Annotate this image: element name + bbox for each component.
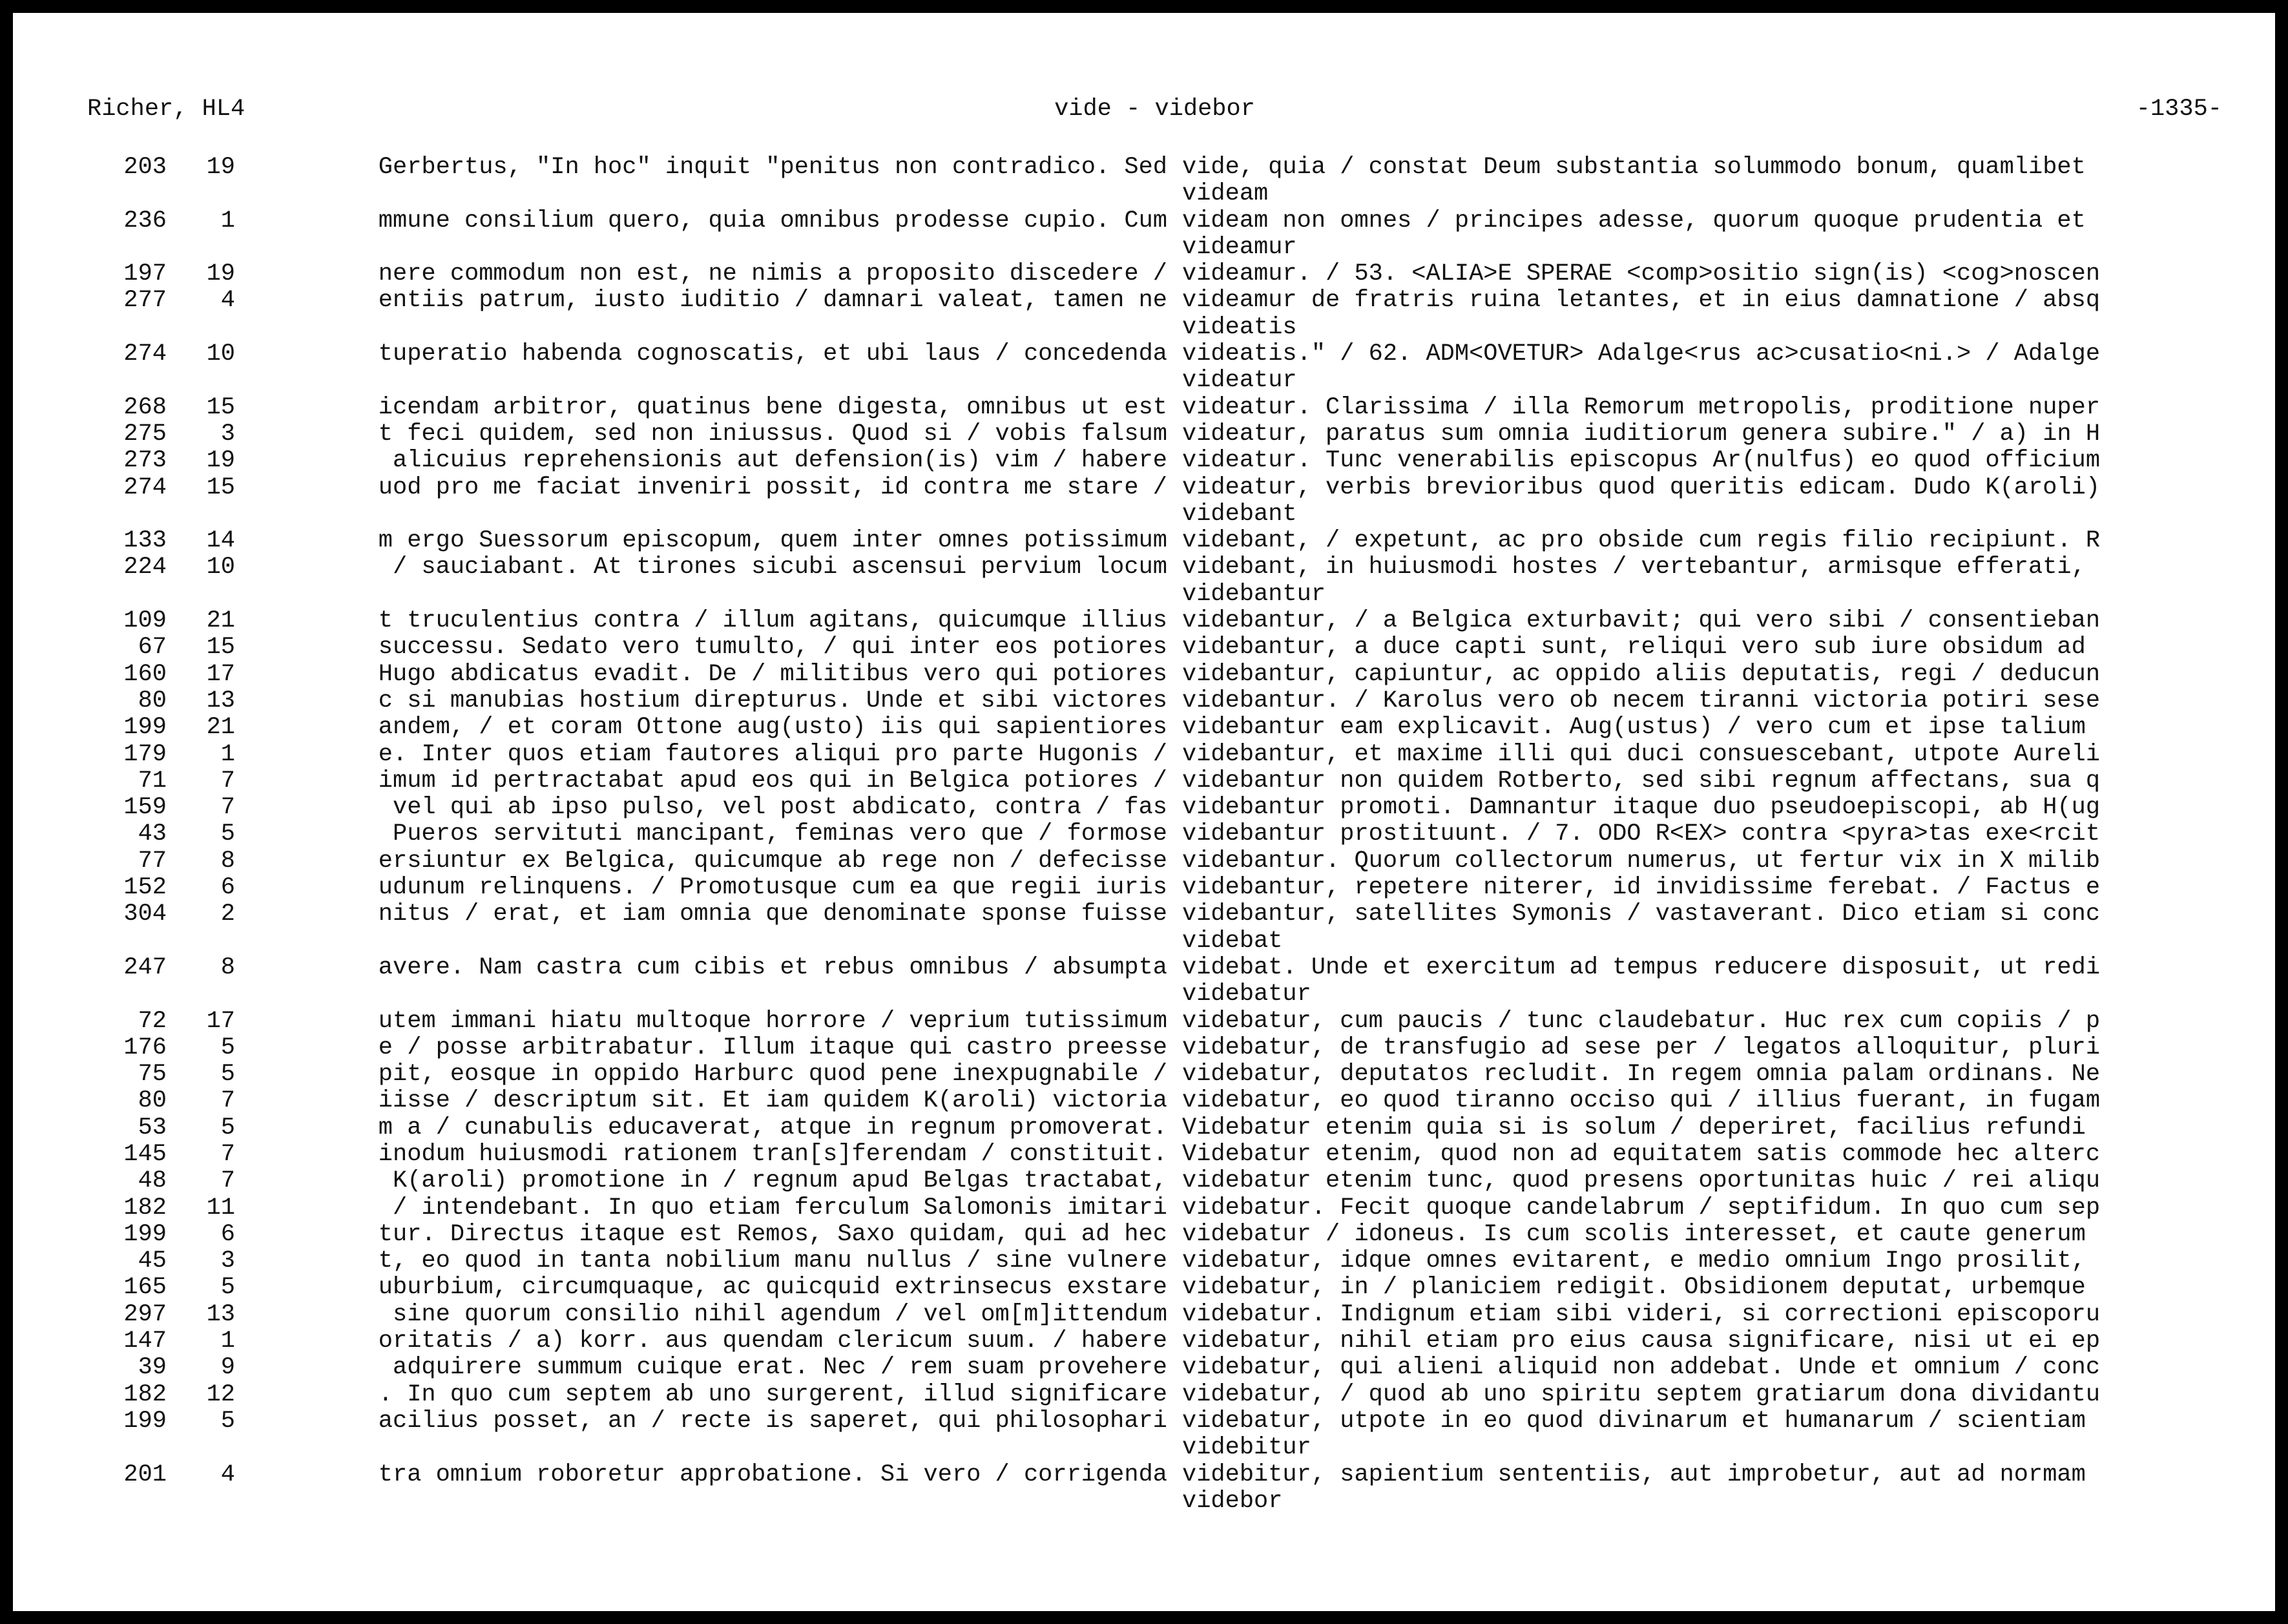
concordance-row xyxy=(13,1462,2275,1488)
keyword-context: videbatur, / quod ab uno spiritu septem gratiarum dona dividantu xyxy=(1182,1381,2101,1408)
concordance-list xyxy=(13,154,2275,1515)
left-context: avere. Nam castra cum cibis et rebus omnibus / absumpta xyxy=(378,954,1167,981)
line-ref: 8 xyxy=(220,953,235,981)
lemma-heading: videatis xyxy=(1182,313,1297,341)
concordance-row xyxy=(13,1382,2275,1408)
page-ref: 247 xyxy=(123,953,167,981)
lemma-heading-row xyxy=(13,234,2275,261)
keyword-context: vide, quia / constat Deum substantia solummodo bonum, quamlibet xyxy=(1182,154,2086,181)
left-context: uod pro me faciat inveniri possit, id contra me stare / xyxy=(378,474,1167,501)
line-ref: 10 xyxy=(206,554,235,581)
page-header xyxy=(87,96,2222,128)
keyword-context: videbantur, a duce capti sunt, reliqui vero sub iure obsidum ad xyxy=(1182,634,2086,661)
left-context: m a / cunabulis educaverat, atque in regnum promoverat. xyxy=(378,1114,1167,1141)
concordance-row xyxy=(13,287,2275,314)
page-ref: 133 xyxy=(123,527,167,555)
page-ref: 274 xyxy=(123,340,167,368)
page-ref: 304 xyxy=(123,900,167,928)
lemma-heading-row xyxy=(13,981,2275,1008)
page-ref: 160 xyxy=(123,660,167,688)
left-context: pit, eosque in oppido Harburc quod pene inexpugnabile / xyxy=(378,1061,1167,1088)
concordance-row xyxy=(13,1035,2275,1061)
keyword-context: videbatur, deputatos recludit. In regem omnia palam ordinans. Ne xyxy=(1182,1061,2101,1088)
keyword-context: videbatur etenim tunc, quod presens oportunitas huic / rei aliqu xyxy=(1182,1168,2101,1195)
concordance-row xyxy=(13,875,2275,901)
page-ref: 80 xyxy=(138,687,167,714)
keyword-context: videbantur. / Karolus vero ob necem tiranni victoria potiri sese xyxy=(1182,687,2101,714)
line-ref: 7 xyxy=(220,794,235,822)
keyword-context: videbant, / expetunt, ac pro obside cum regis filio recipiunt. R xyxy=(1182,528,2101,555)
page-ref: 182 xyxy=(123,1194,167,1222)
lemma-heading: videbat xyxy=(1182,927,1283,955)
line-ref: 14 xyxy=(206,527,235,555)
left-context: Hugo abdicatus evadit. De / militibus vero qui potiores xyxy=(378,661,1167,688)
keyword-context: videbatur. Fecit quoque candelabrum / septifidum. In quo cum sep xyxy=(1182,1194,2101,1222)
concordance-row xyxy=(13,1115,2275,1141)
concordance-row xyxy=(13,1141,2275,1168)
lemma-heading: videbor xyxy=(1182,1487,1283,1515)
keyword-context: videbatur, qui alieni aliquid non addebat. Unde et omnium / conc xyxy=(1182,1355,2101,1382)
concordance-row xyxy=(13,261,2275,287)
left-context: Gerbertus, "In hoc" inquit "penitus non contradico. Sed xyxy=(378,154,1167,181)
line-ref: 15 xyxy=(206,634,235,661)
keyword-context: videam non omnes / principes adesse, quorum quoque prudentia et xyxy=(1182,207,2086,234)
left-context: adquirere summum cuique erat. Nec / rem suam provehere xyxy=(378,1355,1167,1382)
concordance-row xyxy=(13,341,2275,368)
line-ref: 5 xyxy=(220,1034,235,1061)
keyword-context: videbant, in huiusmodi hostes / vertebantur, armisque efferati, xyxy=(1182,554,2086,581)
line-ref: 4 xyxy=(220,287,235,315)
keyword-context: videbantur, capiuntur, ac oppido aliis deputatis, regi / deducun xyxy=(1182,661,2101,688)
left-context: successu. Sedato vero tumulto, / qui inter eos potiores xyxy=(378,634,1167,661)
line-ref: 15 xyxy=(206,474,235,501)
concordance-row xyxy=(13,634,2275,661)
lemma-heading: videamur xyxy=(1182,233,1297,261)
line-ref: 8 xyxy=(220,847,235,875)
page-ref: 145 xyxy=(123,1140,167,1168)
keyword-context: Videbatur etenim, quod non ad equitatem satis commode hec alterc xyxy=(1182,1141,2101,1168)
concordance-row xyxy=(13,528,2275,554)
left-context: Pueros servituti mancipant, feminas vero que / formose xyxy=(378,821,1167,848)
line-ref: 11 xyxy=(206,1194,235,1222)
left-context: ersiuntur ex Belgica, quicumque ab rege non / defecisse xyxy=(378,848,1167,875)
page-ref: 182 xyxy=(123,1380,167,1408)
concordance-row xyxy=(13,714,2275,741)
page-ref: 179 xyxy=(123,740,167,768)
page-ref: 80 xyxy=(138,1087,167,1115)
keyword-context: Videbatur etenim quia si is solum / deperiret, facilius refundi xyxy=(1182,1114,2086,1141)
lemma-heading-row xyxy=(13,1488,2275,1515)
left-context: iisse / descriptum sit. Et iam quidem K(aroli) victoria xyxy=(378,1088,1167,1115)
line-ref: 7 xyxy=(220,1087,235,1115)
concordance-row xyxy=(13,688,2275,714)
line-ref: 4 xyxy=(220,1461,235,1488)
left-context: tuperatio habenda cognoscatis, et ubi laus / concedenda xyxy=(378,341,1167,368)
lemma-heading: videbantur xyxy=(1182,580,1326,608)
left-context: entiis patrum, iusto iuditio / damnari valeat, tamen ne xyxy=(378,287,1167,315)
concordance-row xyxy=(13,1061,2275,1088)
line-ref: 21 xyxy=(206,714,235,742)
lemma-heading-row xyxy=(13,581,2275,608)
keyword-context: videbatur, in / planiciem redigit. Obsidionem deputat, urbemque xyxy=(1182,1275,2086,1302)
concordance-row xyxy=(13,475,2275,501)
left-context: m ergo Suessorum episcopum, quem inter omnes potissimum xyxy=(378,528,1167,555)
page-ref: 152 xyxy=(123,874,167,902)
left-context: mmune consilium quero, quia omnibus prodesse cupio. Cum xyxy=(378,207,1167,234)
keyword-context: videbantur, satellites Symonis / vastaverant. Dico etiam si conc xyxy=(1182,901,2101,928)
line-ref: 7 xyxy=(220,1167,235,1195)
keyword-context: videbat. Unde et exercitum ad tempus reducere disposuit, ut redi xyxy=(1182,954,2101,981)
keyword-context: videbantur. Quorum collectorum numerus, ut fertur vix in X milib xyxy=(1182,848,2101,875)
line-ref: 13 xyxy=(206,687,235,714)
page-ref: 203 xyxy=(123,154,167,181)
line-ref: 5 xyxy=(220,1061,235,1088)
keyword-context: videbatur, nihil etiam pro eius causa significare, nisi ut ei ep xyxy=(1182,1328,2101,1355)
left-context: imum id pertractabat apud eos qui in Belgica potiores / xyxy=(378,767,1167,795)
concordance-row xyxy=(13,1355,2275,1381)
line-ref: 15 xyxy=(206,393,235,421)
page-ref: 67 xyxy=(138,634,167,661)
line-ref: 6 xyxy=(220,1220,235,1248)
keyword-context: videatis." / 62. ADM<OVETUR> Adalge<rus ac>cusatio<ni.> / Adalge xyxy=(1182,341,2101,368)
page-ref: 71 xyxy=(138,767,167,795)
left-context: udunum relinquens. / Promotusque cum ea que regii iuris xyxy=(378,875,1167,902)
lemma-heading: videbatur xyxy=(1182,981,1311,1008)
keyword-context: videbantur prostituunt. / 7. ODO R<EX> contra <pyra>tas exe<rcit xyxy=(1182,821,2101,848)
line-ref: 13 xyxy=(206,1300,235,1328)
page-ref: 77 xyxy=(138,847,167,875)
left-context: e / posse arbitrabatur. Illum itaque qui castro preesse xyxy=(378,1034,1167,1061)
page-ref: 75 xyxy=(138,1061,167,1088)
left-context: sine quorum consilio nihil agendum / vel om[m]ittendum xyxy=(378,1301,1167,1328)
concordance-row xyxy=(13,208,2275,234)
concordance-row xyxy=(13,1328,2275,1355)
concordance-row xyxy=(13,661,2275,688)
lemma-heading-row xyxy=(13,368,2275,394)
left-context: / intendebant. In quo etiam ferculum Salomonis imitari xyxy=(378,1194,1167,1222)
page-ref: 48 xyxy=(138,1167,167,1195)
page-ref: 199 xyxy=(123,1220,167,1248)
keyword-context: videbantur promoti. Damnantur itaque duo pseudoepiscopi, ab H(ug xyxy=(1182,795,2101,822)
page-ref: 277 xyxy=(123,287,167,315)
line-ref: 3 xyxy=(220,1247,235,1275)
concordance-row xyxy=(13,1222,2275,1248)
keyword-context: videbatur, cum paucis / tunc claudebatur. Huc rex cum copiis / p xyxy=(1182,1008,2101,1035)
left-context: alicuius reprehensionis aut defension(is) vim / habere xyxy=(378,448,1167,475)
left-context: andem, / et coram Ottone aug(usto) iis qui sapientiores xyxy=(378,714,1167,742)
left-context: tra omnium roboretur approbatione. Si vero / corrigenda xyxy=(378,1461,1167,1488)
keyword-context: videbatur. Indignum etiam sibi videri, si correctioni episcoporu xyxy=(1182,1301,2101,1328)
page-ref: 147 xyxy=(123,1327,167,1355)
line-ref: 1 xyxy=(220,207,235,234)
page-ref: 199 xyxy=(123,1407,167,1435)
concordance-row xyxy=(13,1408,2275,1435)
left-context: tur. Directus itaque est Remos, Saxo quidam, qui ad hec xyxy=(378,1221,1167,1248)
page-ref: 297 xyxy=(123,1300,167,1328)
concordance-row xyxy=(13,448,2275,474)
keyword-context: videatur. Clarissima / illa Remorum metropolis, proditione nuper xyxy=(1182,394,2101,421)
keyword-context: videbantur, et maxime illi qui duci consuescebant, utpote Aureli xyxy=(1182,741,2101,768)
line-ref: 17 xyxy=(206,660,235,688)
keyword-context: videatur, paratus sum omnia iuditiorum genera subire." / a) in H xyxy=(1182,421,2101,448)
keyword-context: videbatur, eo quod tiranno occiso qui / illius fuerant, in fugam xyxy=(1182,1088,2101,1115)
line-ref: 6 xyxy=(220,874,235,902)
lemma-heading-row xyxy=(13,315,2275,341)
left-context: nitus / erat, et iam omnia que denominate sponse fuisse xyxy=(378,901,1167,928)
line-ref: 19 xyxy=(206,260,235,288)
page-ref: 43 xyxy=(138,820,167,848)
line-ref: 1 xyxy=(220,1327,235,1355)
concordance-row xyxy=(13,1248,2275,1275)
lemma-heading: videbitur xyxy=(1182,1434,1311,1462)
left-context: uburbium, circumquaque, ac quicquid extrinsecus exstare xyxy=(378,1275,1167,1302)
page-ref: 201 xyxy=(123,1461,167,1488)
concordance-row xyxy=(13,395,2275,421)
keyword-context: videatur, verbis brevioribus quod queritis edicam. Dudo K(aroli) xyxy=(1182,474,2101,501)
lemma-heading-row xyxy=(13,928,2275,955)
page-ref: 199 xyxy=(123,714,167,742)
lemma-heading-row xyxy=(13,501,2275,528)
left-context: / sauciabant. At tirones sicubi ascensui pervium locum xyxy=(378,554,1167,581)
page-ref: 197 xyxy=(123,260,167,288)
line-ref: 5 xyxy=(220,1114,235,1141)
concordance-row xyxy=(13,1008,2275,1035)
concordance-row xyxy=(13,1275,2275,1301)
lemma-heading: videatur xyxy=(1182,367,1297,395)
concordance-row xyxy=(13,1302,2275,1328)
line-ref: 5 xyxy=(220,820,235,848)
page-ref: 273 xyxy=(123,447,167,475)
concordance-row xyxy=(13,955,2275,981)
line-ref: 3 xyxy=(220,420,235,448)
keyword-context: videbitur, sapientium sententiis, aut improbetur, aut ad normam xyxy=(1182,1461,2086,1488)
keyword-context: videbatur, de transfugio ad sese per / legatos alloquitur, pluri xyxy=(1182,1034,2101,1061)
keyword-context: videbantur non quidem Rotberto, sed sibi regnum affectans, sua q xyxy=(1182,767,2101,795)
concordance-row xyxy=(13,1168,2275,1194)
keyword-context: videbatur, idque omnes evitarent, e medio omnium Ingo prosilit, xyxy=(1182,1248,2086,1275)
left-context: vel qui ab ipso pulso, vel post abdicato, contra / fas xyxy=(378,795,1167,822)
left-context: . In quo cum septem ab uno surgerent, illud significare xyxy=(378,1381,1167,1408)
line-ref: 1 xyxy=(220,740,235,768)
line-ref: 5 xyxy=(220,1274,235,1302)
line-ref: 9 xyxy=(220,1354,235,1382)
page-ref: 159 xyxy=(123,794,167,822)
page-ref: 236 xyxy=(123,207,167,234)
concordance-row xyxy=(13,608,2275,634)
keyword-context: videamur. / 53. <ALIA>E SPERAE <comp>ositio sign(is) <cog>noscen xyxy=(1182,261,2101,288)
keyword-context: videatur. Tunc venerabilis episcopus Ar(nulfus) eo quod officium xyxy=(1182,448,2101,475)
keyword-context: videbantur, / a Belgica exturbavit; qui vero sibi / consentieban xyxy=(1182,608,2101,635)
keyword-context: videamur de fratris ruina letantes, et in eius damnatione / absq xyxy=(1182,287,2101,315)
left-context: t feci quidem, sed non iniussus. Quod si / vobis falsum xyxy=(378,421,1167,448)
concordance-row xyxy=(13,821,2275,848)
concordance-row xyxy=(13,768,2275,795)
line-ref: 12 xyxy=(206,1380,235,1408)
concordance-row xyxy=(13,554,2275,581)
page-ref: 165 xyxy=(123,1274,167,1302)
work-title: Richer, HL4 xyxy=(87,96,245,123)
left-context: utem immani hiatu multoque horrore / veprium tutissimum xyxy=(378,1008,1167,1035)
keyword-context: videbantur, repetere niterer, id invidissime ferebat. / Factus e xyxy=(1182,875,2101,902)
lemma-heading-row xyxy=(13,181,2275,207)
left-context: icendam arbitror, quatinus bene digesta, omnibus ut est xyxy=(378,394,1167,421)
line-ref: 19 xyxy=(206,447,235,475)
line-ref: 2 xyxy=(220,900,235,928)
lemma-heading: videam xyxy=(1182,180,1269,208)
line-ref: 17 xyxy=(206,1007,235,1035)
line-ref: 10 xyxy=(206,340,235,368)
left-context: t truculentius contra / illum agitans, quicumque illius xyxy=(378,608,1167,635)
concordance-page xyxy=(13,13,2275,1611)
concordance-row xyxy=(13,795,2275,821)
line-ref: 19 xyxy=(206,154,235,181)
lemma-heading-row xyxy=(13,1435,2275,1461)
lemma-heading: videbant xyxy=(1182,500,1297,528)
left-context: t, eo quod in tanta nobilium manu nullus / sine vulnere xyxy=(378,1248,1167,1275)
left-context: oritatis / a) korr. aus quendam clericum suum. / habere xyxy=(378,1328,1167,1355)
concordance-row xyxy=(13,848,2275,875)
left-context: c si manubias hostium direpturus. Unde et sibi victores xyxy=(378,687,1167,714)
left-context: inodum huiusmodi rationem tran[s]ferendam / constituit. xyxy=(378,1141,1167,1168)
left-context: e. Inter quos etiam fautores aliqui pro parte Hugonis / xyxy=(378,741,1167,768)
left-context: acilius posset, an / recte is saperet, qui philosophari xyxy=(378,1408,1167,1435)
page-ref: 109 xyxy=(123,607,167,635)
keyword-context: videbatur, utpote in eo quod divinarum et humanarum / scientiam xyxy=(1182,1408,2086,1435)
concordance-row xyxy=(13,742,2275,768)
left-context: K(aroli) promotione in / regnum apud Belgas tractabat, xyxy=(378,1168,1167,1195)
line-ref: 7 xyxy=(220,767,235,795)
page-ref: 274 xyxy=(123,474,167,501)
page-ref: 176 xyxy=(123,1034,167,1061)
page-ref: 39 xyxy=(138,1354,167,1382)
page-ref: 268 xyxy=(123,393,167,421)
page-ref: 224 xyxy=(123,554,167,581)
line-ref: 21 xyxy=(206,607,235,635)
page-number: -1335- xyxy=(2136,96,2222,123)
concordance-row xyxy=(13,901,2275,928)
concordance-row xyxy=(13,421,2275,448)
lemma-range: vide - videbor xyxy=(1054,96,1255,123)
page-ref: 72 xyxy=(138,1007,167,1035)
concordance-row xyxy=(13,1195,2275,1222)
line-ref: 7 xyxy=(220,1140,235,1168)
page-ref: 45 xyxy=(138,1247,167,1275)
line-ref: 5 xyxy=(220,1407,235,1435)
page-ref: 275 xyxy=(123,420,167,448)
left-context: nere commodum non est, ne nimis a proposito discedere / xyxy=(378,261,1167,288)
keyword-context: videbantur eam explicavit. Aug(ustus) / vero cum et ipse talium xyxy=(1182,714,2086,742)
page-ref: 53 xyxy=(138,1114,167,1141)
concordance-row xyxy=(13,1088,2275,1114)
concordance-row xyxy=(13,154,2275,181)
keyword-context: videbatur / idoneus. Is cum scolis interesset, et caute generum xyxy=(1182,1221,2086,1248)
